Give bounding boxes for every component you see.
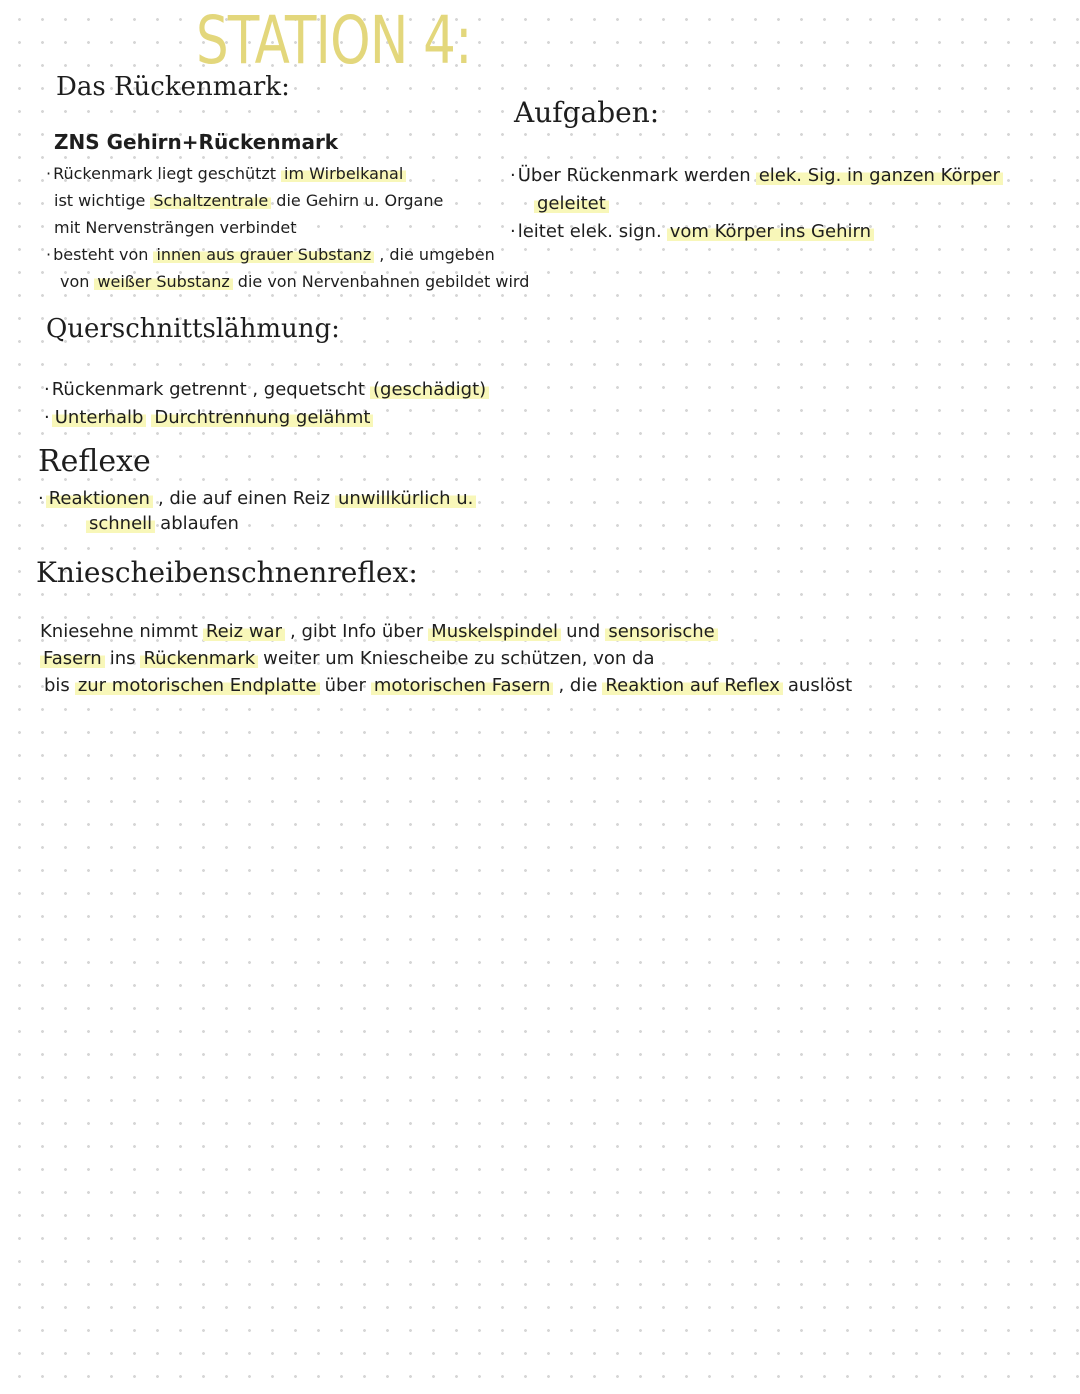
note-text: Rückenmark liegt geschützt <box>53 164 277 183</box>
note-text: , die auf einen Reiz <box>157 488 331 509</box>
note-text: bis <box>44 675 70 696</box>
highlighted-text: geleitet <box>534 193 609 214</box>
note-text: mit Nervensträngen verbindet <box>54 218 297 237</box>
note-line <box>46 268 529 295</box>
section-heading-knie: Kniescheibenschnenreflex: <box>36 556 418 589</box>
highlighted-text: motorischen Fasern <box>371 675 554 696</box>
knie-lines <box>40 618 852 699</box>
highlighted-text: zur motorischen Endplatte <box>75 675 320 696</box>
note-text: Über Rückenmark werden <box>517 165 751 186</box>
note-line <box>510 218 1003 246</box>
note-text: ist wichtige <box>54 191 146 210</box>
note-line <box>46 241 529 268</box>
note-text: , gibt Info über <box>290 621 424 642</box>
note-line <box>46 160 529 187</box>
note-line <box>38 486 476 511</box>
note-text: leitet elek. sign. <box>517 221 662 242</box>
aufgaben-lines <box>510 162 1003 246</box>
highlighted-text: innen aus grauer Substanz <box>153 245 374 264</box>
note-line <box>510 190 1003 218</box>
note-line <box>44 376 489 404</box>
highlighted-text: (geschädigt) <box>370 379 489 400</box>
note-line <box>40 672 852 699</box>
highlighted-text: unwillkürlich u. <box>335 488 476 509</box>
highlighted-text: Reiz war <box>203 621 285 642</box>
page-title: STATION 4: <box>196 2 472 79</box>
note-text: , die umgeben <box>379 245 495 264</box>
querschnitt-lines <box>44 376 489 432</box>
reflexe-lines <box>38 486 476 536</box>
highlighted-text: sensorische <box>605 621 717 642</box>
rueckenmark-lines <box>46 160 529 295</box>
note-line <box>46 214 529 241</box>
note-line <box>44 404 489 432</box>
note-text: , die <box>558 675 598 696</box>
note-text: die Gehirn u. Organe <box>276 191 444 210</box>
note-text: auslöst <box>787 675 853 696</box>
note-line <box>46 187 529 214</box>
highlighted-text: Reaktion auf Reflex <box>602 675 782 696</box>
note-text: von <box>60 272 90 291</box>
section-subheading-zns: ZNS Gehirn+Rückenmark <box>54 130 339 154</box>
section-heading-reflexe: Reflexe <box>38 444 151 479</box>
note-text: die von Nervenbahnen gebildet wird <box>237 272 530 291</box>
note-text: ablaufen <box>160 513 239 534</box>
note-text: Kniesehne nimmt <box>40 621 198 642</box>
highlighted-text: im Wirbelkanal <box>281 164 406 183</box>
note-text: besteht von <box>53 245 149 264</box>
note-text: ins <box>109 648 136 669</box>
highlighted-text: vom Körper ins Gehirn <box>667 221 874 242</box>
highlighted-text: Durchtrennung gelähmt <box>151 407 373 428</box>
note-text: und <box>566 621 601 642</box>
note-line <box>38 511 476 536</box>
highlighted-text: schnell <box>86 513 155 534</box>
note-line <box>40 618 852 645</box>
note-text: Rückenmark getrennt , gequetscht <box>51 379 365 400</box>
section-heading-querschnitt: Querschnittslähmung: <box>46 314 340 344</box>
note-text: über <box>324 675 366 696</box>
highlighted-text: Reaktionen <box>46 488 153 509</box>
highlighted-text: Rückenmark <box>140 648 258 669</box>
section-heading-aufgaben: Aufgaben: <box>514 96 660 129</box>
highlighted-text: Unterhalb <box>52 407 147 428</box>
note-text: weiter um Kniescheibe zu schützen, von da <box>263 648 655 669</box>
highlighted-text: Schaltzentrale <box>150 191 271 210</box>
highlighted-text: weißer Substanz <box>94 272 232 291</box>
highlighted-text: Muskelspindel <box>428 621 561 642</box>
highlighted-text: elek. Sig. in ganzen Körper <box>756 165 1003 186</box>
note-line <box>510 162 1003 190</box>
section-heading-rueckenmark: Das Rückenmark: <box>56 72 290 102</box>
note-line <box>40 645 852 672</box>
highlighted-text: Fasern <box>40 648 105 669</box>
